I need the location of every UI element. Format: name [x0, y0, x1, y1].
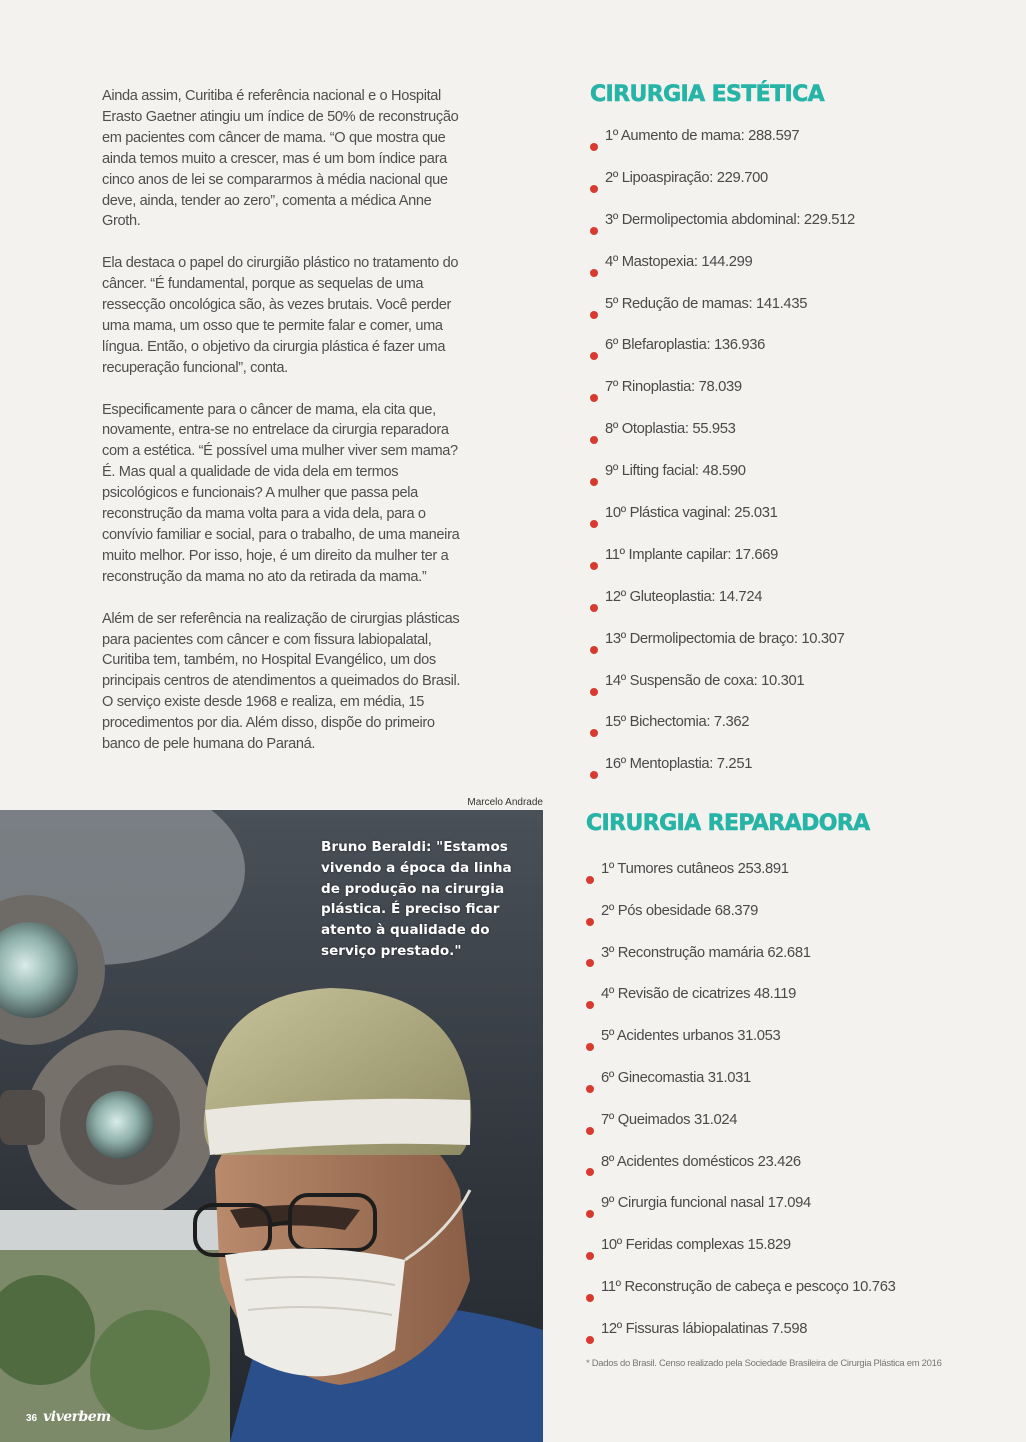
- ranking-item: 3º Reconstrução mamária 62.681: [586, 942, 895, 984]
- ranking-item: 10º Feridas complexas 15.829: [586, 1234, 895, 1276]
- ranking-item: 13º Dermolipectomia de braço: 10.307: [590, 628, 855, 670]
- photo-credit: Marcelo Andrade: [467, 797, 543, 808]
- ranking-item: 1º Tumores cutâneos 253.891: [586, 858, 895, 900]
- ranking-item: 9º Cirurgia funcional nasal 17.094: [586, 1192, 895, 1234]
- ranking-item: 2º Pós obesidade 68.379: [586, 900, 895, 942]
- ranking-item: 10º Plástica vaginal: 25.031: [590, 502, 855, 544]
- ranking-reparadora: [586, 811, 895, 1360]
- ranking-item: 4º Revisão de cicatrizes 48.119: [586, 983, 895, 1025]
- ranking-item: 14º Suspensão de coxa: 10.301: [590, 670, 855, 712]
- ranking-item: 5º Redução de mamas: 141.435: [590, 293, 855, 335]
- article-paragraph: Especificamente para o câncer de mama, ela cita que, novamente, entra-se no entrelace da cirurgia reparadora com a estética. “É possível uma mulher viver sem mama? É. Mas qual a qualidade de vida dela em termos psicológicos e funcionais? A mulher que passa pela reconstrução da mama volta para a vida dela, para o convívio familiar e social, para o trabalho, de uma maneira muito melhor. Por isso, hoje, é um direito da mulher ter a reconstrução da mama no ato da retirada da mama.”: [102, 401, 460, 585]
- ranking-item: 1º Aumento de mama: 288.597: [590, 125, 855, 167]
- ranking-item: 6º Blefaroplastia: 136.936: [590, 334, 855, 376]
- surgeon-photo: [0, 810, 543, 1442]
- ranking-item: 8º Otoplastia: 55.953: [590, 418, 855, 460]
- ranking-item: 5º Acidentes urbanos 31.053: [586, 1025, 895, 1067]
- ranking-estetica: [590, 82, 855, 795]
- ranking-item: 7º Rinoplastia: 78.039: [590, 376, 855, 418]
- article-text: [102, 86, 472, 776]
- ranking-item: 4º Mastopexia: 144.299: [590, 251, 855, 293]
- ranking-item: 2º Lipoaspiração: 229.700: [590, 167, 855, 209]
- ranking-item: 6º Ginecomastia 31.031: [586, 1067, 895, 1109]
- ranking-item: 3º Dermolipectomia abdominal: 229.512: [590, 209, 855, 251]
- ranking-item: 9º Lifting facial: 48.590: [590, 460, 855, 502]
- ranking-item: 12º Fissuras lábiopalatinas 7.598: [586, 1318, 895, 1360]
- ranking-item: 8º Acidentes domésticos 23.426: [586, 1151, 895, 1193]
- article-paragraph: Ainda assim, Curitiba é referência nacional e o Hospital Erasto Gaetner atingiu um índice de 50% de reconstrução em pacientes com câncer de mama. “O que mostra que ainda temos muito a crescer, mas é um bom índice para cinco anos de lei se compararmos à média nacional que deve, ainda, tender ao zero”, comenta a médica Anne Groth.: [102, 88, 459, 230]
- magazine-logo: viverbem: [43, 1409, 111, 1425]
- ranking-reparadora-title: CIRURGIA REPARADORA: [586, 811, 870, 836]
- article-paragraph: Além de ser referência na realização de cirurgias plásticas para pacientes com câncer e com fissura labiopalatal, Curitiba tem, também, no Hospital Evangélico, um dos principais centros de atendimentos a queimados do Brasil. O serviço existe desde 1968 e realiza, em média, 15 procedimentos por dia. Além disso, dispõe do primeiro banco de pele humana do Paraná.: [102, 610, 461, 753]
- ranking-estetica-title: CIRURGIA ESTÉTICA: [590, 82, 825, 107]
- ranking-item: 12º Gluteoplastia: 14.724: [590, 586, 855, 628]
- article-paragraph: Ela destaca o papel do cirurgião plástico no tratamento do câncer. “É fundamental, porque as sequelas de uma ressecção oncológica são, às vezes brutais. Você perder uma mama, um osso que te permite falar e comer, uma língua. Então, o objetivo da cirurgia plástica é fazer uma recuperação funcional”, conta.: [102, 255, 459, 376]
- photo-quote: Bruno Beraldi: "Estamos vivendo a época da linha de produção na cirurgia plástica. É preciso ficar atento à qualidade do serviço prestado.": [321, 839, 512, 959]
- page-folio: [26, 1409, 111, 1425]
- page-number: 36: [26, 1413, 38, 1424]
- ranking-item: 11º Implante capilar: 17.669: [590, 544, 855, 586]
- source-footnote: * Dados do Brasil. Censo realizado pela Sociedade Brasileira de Cirurgia Plástica em 2016: [586, 1358, 942, 1369]
- ranking-item: 7º Queimados 31.024: [586, 1109, 895, 1151]
- ranking-item: 11º Reconstrução de cabeça e pescoço 10.763: [586, 1276, 895, 1318]
- ranking-reparadora-list: [586, 858, 895, 1360]
- ranking-estetica-list: [590, 125, 855, 795]
- ranking-item: 15º Bichectomia: 7.362: [590, 711, 855, 753]
- ranking-item: 16º Mentoplastia: 7.251: [590, 753, 855, 795]
